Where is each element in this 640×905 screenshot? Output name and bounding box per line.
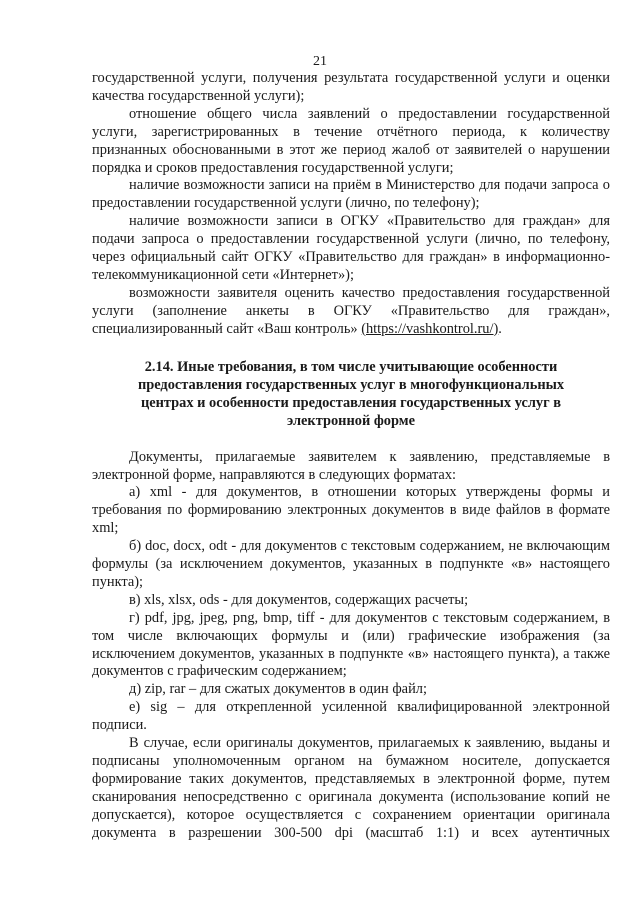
- paragraph-ministry-appointment: наличие возможности записи на приём в Министерство для подачи запроса о предоставлении государственной услуги (лично, по телефону);: [92, 177, 610, 212]
- page-number: 21: [313, 54, 327, 69]
- paragraph-continuation: государственной услуги, получения результата государственной услуги и оценки качества государственной услуги);: [92, 70, 610, 104]
- list-item-doc: б) doc, docx, odt - для документов с текстовым содержанием, не включающим формулы (за исключением документов, указанных в подпункте «в» настоящего пункта);: [92, 538, 610, 590]
- quality-assessment-text: возможности заявителя оценить качество предоставления государственной услуги (заполнение анкеты в ОГКУ «Правительство для граждан», специализированный сайт «Ваш контроль»: [92, 284, 610, 337]
- list-item-xls: в) xls, xlsx, ods - для документов, содержащих расчеты;: [129, 591, 469, 608]
- list-item-sig: е) sig – для открепленной усиленной квалифицированной электронной подписи.: [92, 699, 610, 734]
- paragraph-scanning-rules: В случае, если оригиналы документов, прилагаемых к заявлению, выданы и подписаны уполномоченным органом на бумажном носителе, допускается формирование таких документов, представляемых в электронной форме, путем сканирования непосредственно с оригинала документа (использование копий не допускается), которое осуществляется с сохранением ориентации оригинала документа в разрешении 300-500 dpi (масштаб 1:1) и всех аутентичных: [92, 735, 610, 841]
- paragraph-ogku-appointment: наличие возможности записи в ОГКУ «Правительство для граждан» для подачи запроса о предоставлении государственной услуги (лично, по телефону, через официальный сайт ОГКУ «Правительство для граждан» в информационно-телекоммуникационной сети «Интернет»);: [92, 213, 610, 283]
- section-heading-2-14: 2.14. Иные требования, в том числе учитывающие особенности предоставления государственных услуг в многофункциональных центрах и особенности предоставления государственных услуг в электронной форме: [137, 358, 565, 429]
- list-item-zip: д) zip, rar – для сжатых документов в один файл;: [129, 681, 427, 698]
- paragraph-formats-intro: Документы, прилагаемые заявителем к заявлению, представляемые в электронной форме, направляются в следующих форматах:: [92, 448, 610, 483]
- list-item-pdf: г) pdf, jpg, jpeg, png, bmp, tiff - для документов с текстовым содержанием, в том числе включающих формулы и (или) графические изображения (за исключением документов, указанных в подпункте «в» настоящего пункта), а также документов с графическим содержанием;: [92, 609, 610, 680]
- paragraph-ratio-complaints: отношение общего числа заявлений о предоставлении государственной услуги, зарегистрированных в течение отчётного периода, к количеству признанных обоснованными в этот же период жалоб от заявителей о нарушении порядка и сроков предоставления государственной услуги;: [92, 105, 610, 176]
- page-body: [92, 70, 610, 843]
- paragraph-quality-assessment: [92, 285, 610, 339]
- vashkontrol-link[interactable]: (https://vashkontrol.ru/): [361, 320, 499, 337]
- quality-assessment-end: .: [498, 320, 502, 337]
- list-item-xml: а) xml - для документов, в отношении которых утверждены формы и требования по формированию электронных документов в виде файлов в формате xml;: [92, 484, 610, 537]
